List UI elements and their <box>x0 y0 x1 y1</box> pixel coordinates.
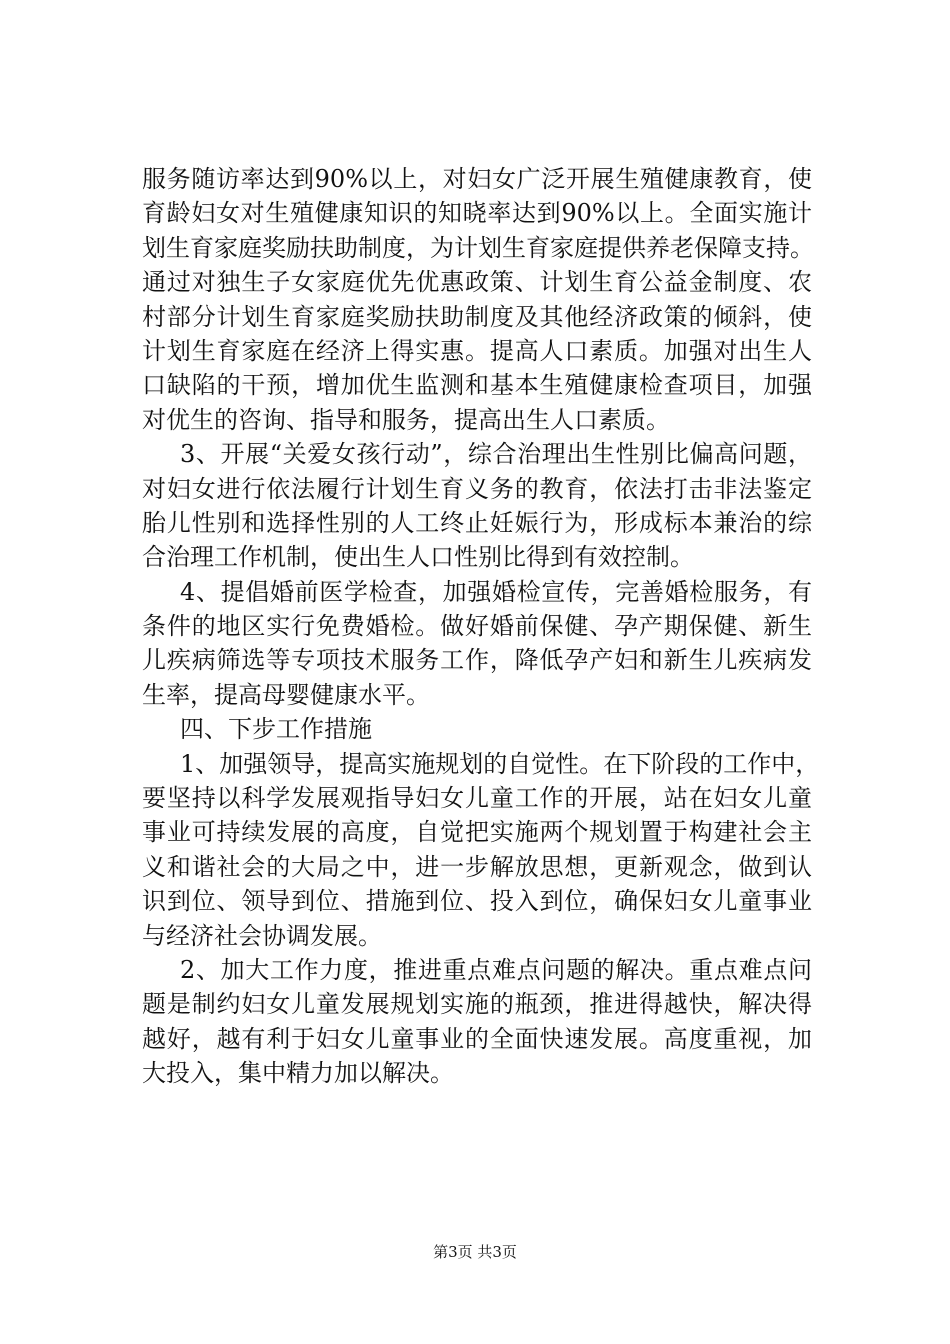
text-line: 义和谐社会的大局之中，进一步解放思想，更新观念，做到认 <box>142 852 812 881</box>
text-line: 村部分计划生育家庭奖励扶助制度及其他经济政策的倾斜，使 <box>142 302 812 331</box>
text-line: 2、加大工作力度，推进重点难点问题的解决。重点难点问 <box>180 955 812 984</box>
text-line: 题是制约妇女儿童发展规划实施的瓶颈，推进得越快，解决得 <box>142 990 812 1019</box>
text-line: 生率，提高母婴健康水平。 <box>142 680 430 709</box>
text-line: 划生育家庭奖励扶助制度，为计划生育家庭提供养老保障支持。 <box>142 233 814 262</box>
text-line: 1、加强领导，提高实施规划的自觉性。在下阶段的工作中， <box>180 749 820 778</box>
document-body <box>142 162 820 1091</box>
text-line: 儿疾病筛选等专项技术服务工作，降低孕产妇和新生儿疾病发 <box>142 646 812 675</box>
text-line: 识到位、领导到位、措施到位、投入到位，确保妇女儿童事业 <box>142 887 812 916</box>
text-line: 事业可持续发展的高度，自觉把实施两个规划置于构建社会主 <box>142 818 812 847</box>
text-line: 要坚持以科学发展观指导妇女儿童工作的开展，站在妇女儿童 <box>142 784 812 813</box>
text-line: 育龄妇女对生殖健康知识的知晓率达到90%以上。全面实施计 <box>142 199 812 228</box>
text-line: 对妇女进行依法履行计划生育义务的教育，依法打击非法鉴定 <box>142 474 812 503</box>
text-line: 胎儿性别和选择性别的人工终止妊娠行为，形成标本兼治的综 <box>142 508 812 537</box>
text-line: 口缺陷的干预，增加优生监测和基本生殖健康检查项目，加强 <box>142 371 812 400</box>
text-line: 越好，越有利于妇女儿童事业的全面快速发展。高度重视，加 <box>142 1024 812 1053</box>
text-line: 对优生的咨询、指导和服务，提高出生人口素质。 <box>142 405 670 434</box>
text-line: 4、提倡婚前医学检查，加强婚检宣传，完善婚检服务，有 <box>180 577 812 606</box>
text-line: 通过对独生子女家庭优先优惠政策、计划生育公益金制度、农 <box>142 268 812 297</box>
text-line: 合治理工作机制，使出生人口性别比得到有效控制。 <box>142 543 694 572</box>
text-line: 大投入，集中精力加以解决。 <box>142 1059 454 1088</box>
text-line: 条件的地区实行免费婚检。做好婚前保健、孕产期保健、新生 <box>142 612 812 641</box>
text-line: 3、开展“关爱女孩行动”，综合治理出生性别比偏高问题， <box>180 440 812 469</box>
text-line: 计划生育家庭在经济上得实惠。提高人口素质。加强对出生人 <box>142 336 812 365</box>
text-line: 服务随访率达到90%以上，对妇女广泛开展生殖健康教育，使 <box>142 165 812 193</box>
text-line: 与经济社会协调发展。 <box>142 921 382 950</box>
page-footer: 第3页 共3页 <box>433 1243 517 1261</box>
text-line: 四、下步工作措施 <box>180 715 372 744</box>
